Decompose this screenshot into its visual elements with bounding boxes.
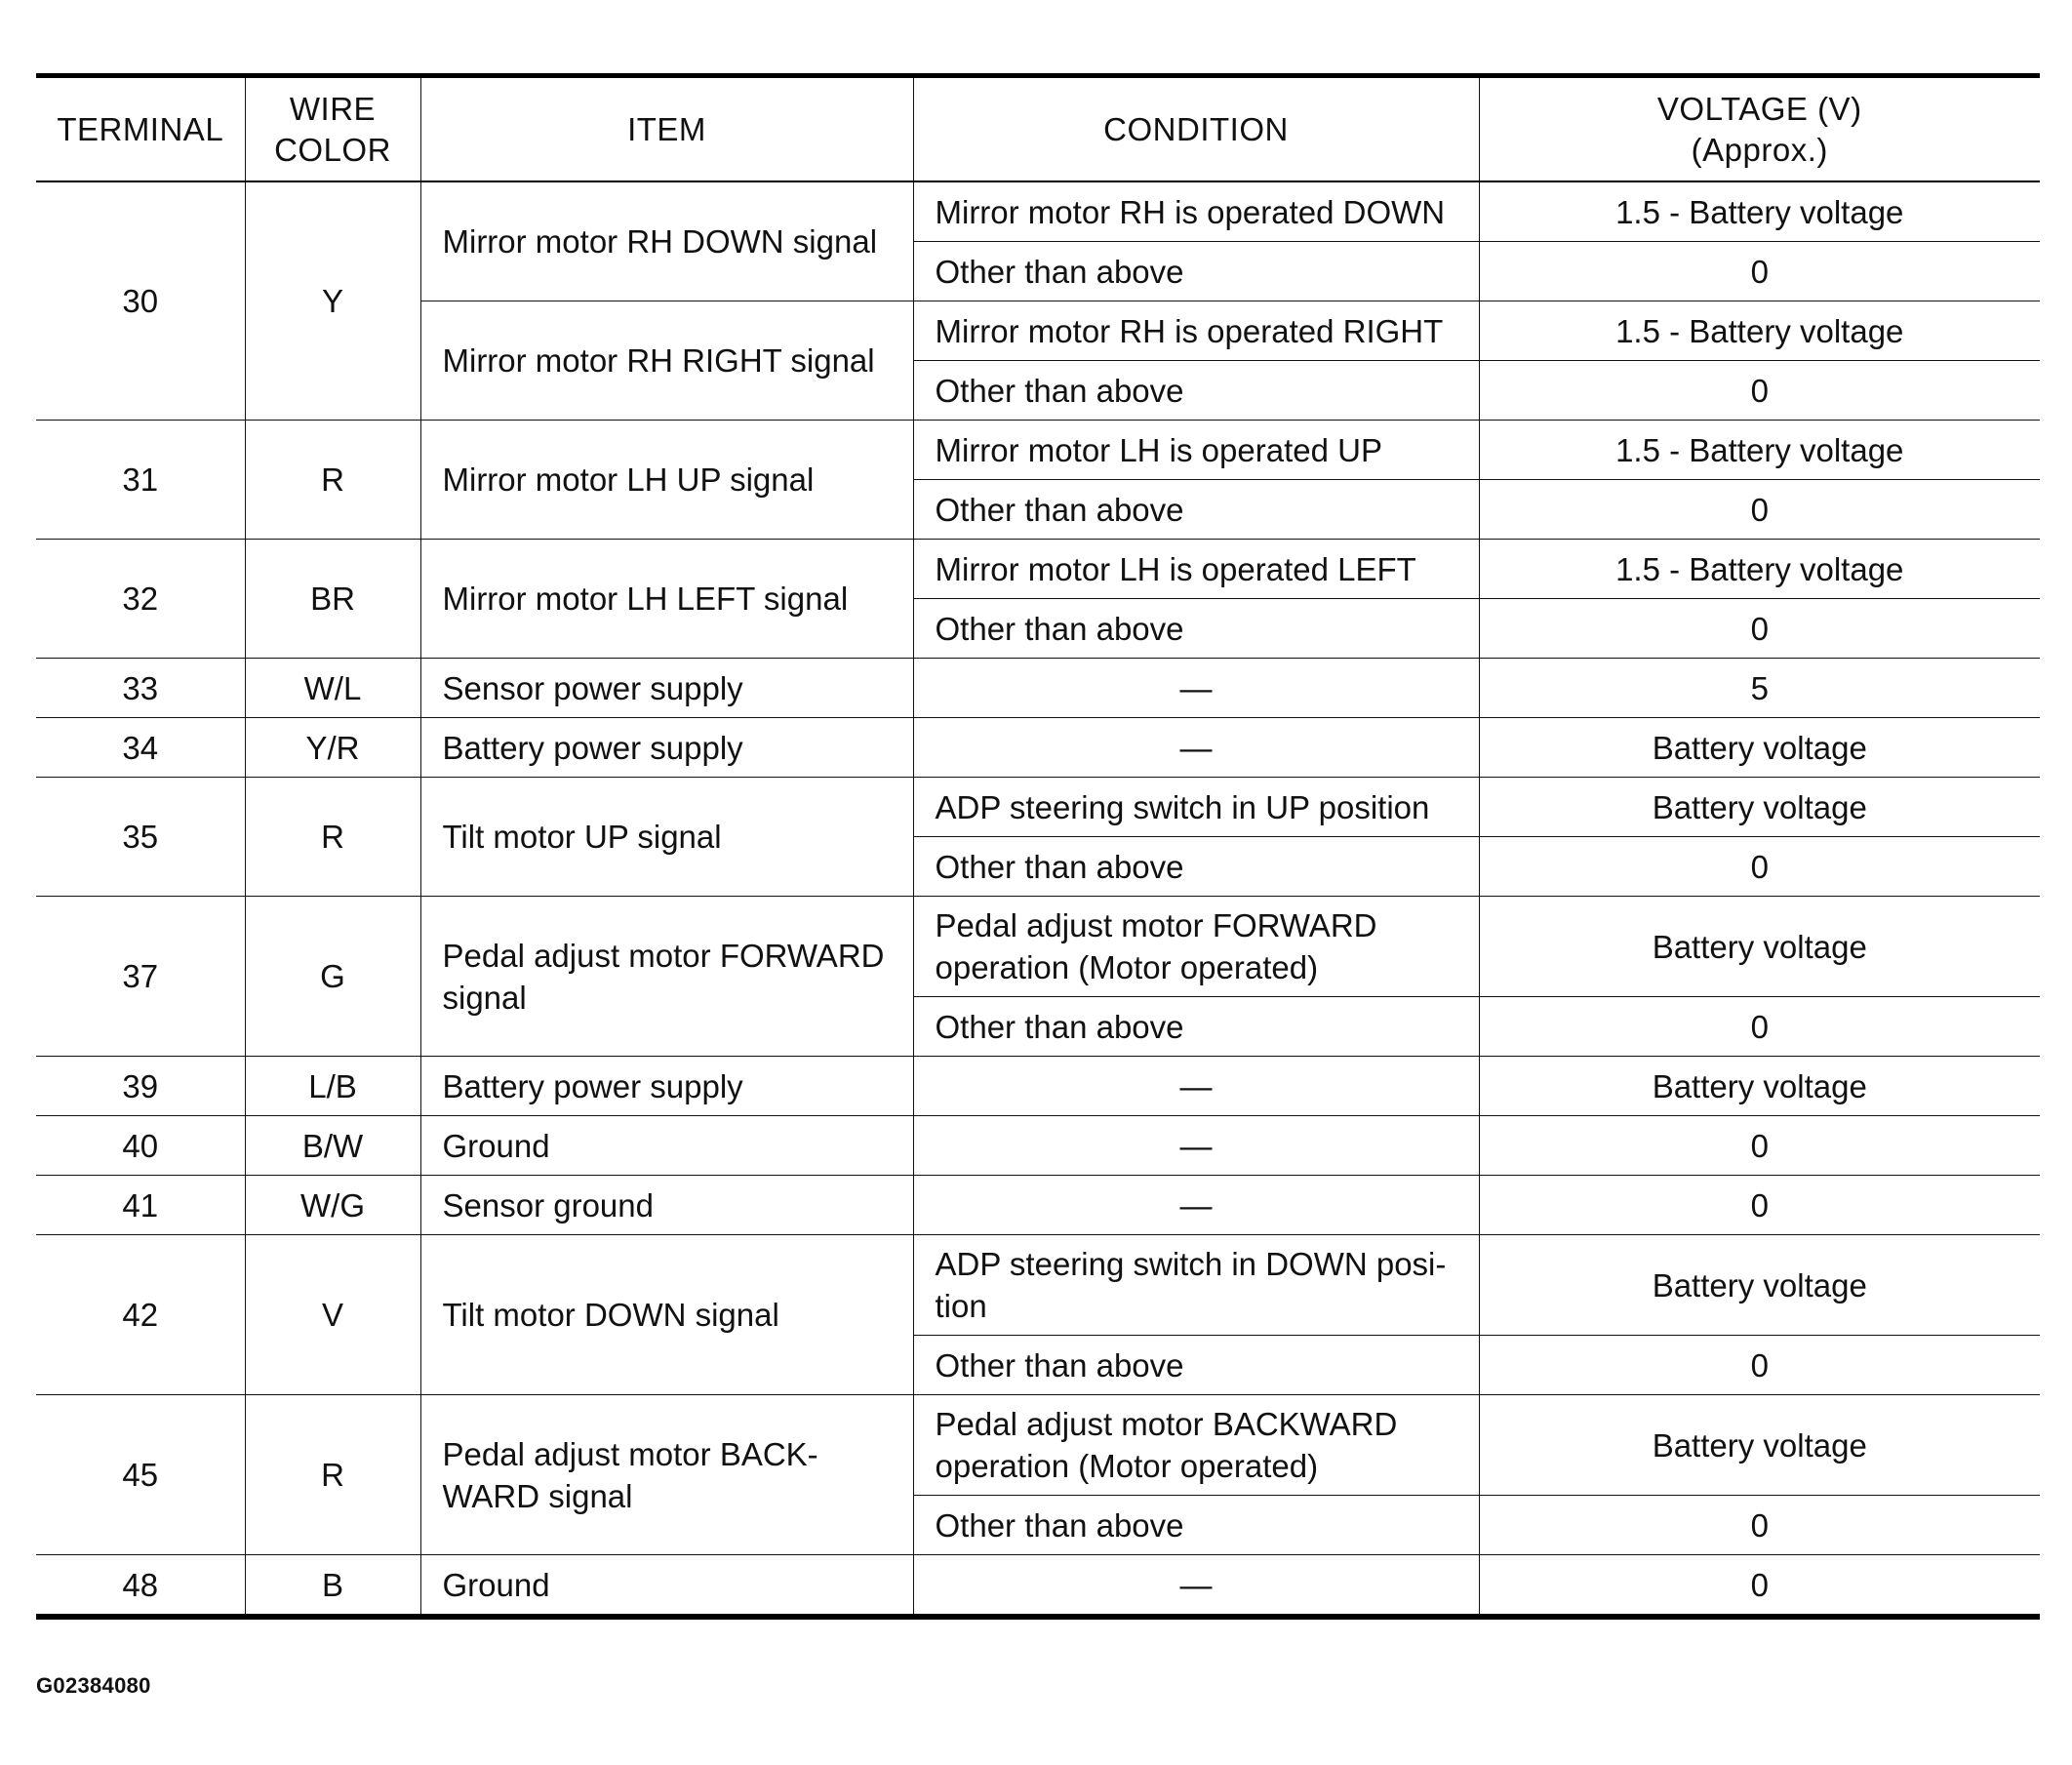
voltage-cell: 0 [1479, 599, 2040, 659]
voltage-cell: 1.5 - Battery voltage [1479, 181, 2040, 242]
condition-cell: Other than above [913, 599, 1479, 659]
header-voltage: VOLTAGE (V) (Approx.) [1479, 76, 2040, 182]
condition-cell: Other than above [913, 242, 1479, 301]
wire-color-cell: G [245, 897, 420, 1057]
voltage-cell: 0 [1479, 1176, 2040, 1235]
terminal-cell: 37 [36, 897, 245, 1057]
table-body [36, 181, 2040, 1617]
condition-cell: Mirror motor LH is operated UP [913, 421, 1479, 480]
terminal-cell: 41 [36, 1176, 245, 1235]
condition-cell: ADP steering switch in UP position [913, 778, 1479, 837]
item-cell: Pedal adjust motor FORWARD signal [420, 897, 913, 1057]
condition-cell: Other than above [913, 997, 1479, 1057]
item-cell: Mirror motor LH LEFT signal [420, 540, 913, 659]
wire-color-cell: B [245, 1555, 420, 1618]
terminal-cell: 39 [36, 1057, 245, 1116]
wire-color-cell: Y [245, 181, 420, 421]
condition-cell: — [913, 1176, 1479, 1235]
terminal-cell: 48 [36, 1555, 245, 1618]
wire-color-cell: W/L [245, 659, 420, 718]
terminal-cell: 35 [36, 778, 245, 897]
voltage-cell: 0 [1479, 242, 2040, 301]
item-cell: Ground [420, 1555, 913, 1618]
terminal-cell: 30 [36, 181, 245, 421]
voltage-cell: 5 [1479, 659, 2040, 718]
table-row [36, 659, 2040, 718]
terminal-cell: 31 [36, 421, 245, 540]
voltage-cell: Battery voltage [1479, 1235, 2040, 1336]
condition-cell: Pedal adjust motor FORWARD operation (Motor operated) [913, 897, 1479, 997]
terminal-cell: 42 [36, 1235, 245, 1395]
header-wire-color: WIRE COLOR [245, 76, 420, 182]
item-cell: Pedal adjust motor BACK- WARD signal [420, 1395, 913, 1555]
condition-cell: Mirror motor RH is operated RIGHT [913, 301, 1479, 361]
item-cell: Tilt motor UP signal [420, 778, 913, 897]
voltage-cell: Battery voltage [1479, 1395, 2040, 1496]
condition-cell: Mirror motor RH is operated DOWN [913, 181, 1479, 242]
terminal-cell: 33 [36, 659, 245, 718]
wire-color-cell: W/G [245, 1176, 420, 1235]
voltage-cell: 0 [1479, 361, 2040, 421]
terminal-cell: 32 [36, 540, 245, 659]
item-cell: Mirror motor RH RIGHT signal [420, 301, 913, 421]
terminal-cell: 45 [36, 1395, 245, 1555]
table-row [36, 778, 2040, 837]
table-row [36, 540, 2040, 599]
voltage-cell: Battery voltage [1479, 1057, 2040, 1116]
terminal-cell: 34 [36, 718, 245, 778]
voltage-cell: 0 [1479, 1336, 2040, 1395]
header-item: ITEM [420, 76, 913, 182]
header-terminal: TERMINAL [36, 76, 245, 182]
item-cell: Battery power supply [420, 718, 913, 778]
condition-cell: Mirror motor LH is operated LEFT [913, 540, 1479, 599]
wire-color-cell: R [245, 1395, 420, 1555]
table-row [36, 421, 2040, 480]
item-cell: Mirror motor LH UP signal [420, 421, 913, 540]
voltage-cell: 1.5 - Battery voltage [1479, 421, 2040, 480]
condition-cell: Pedal adjust motor BACKWARD operation (Motor operated) [913, 1395, 1479, 1496]
wire-color-cell: Y/R [245, 718, 420, 778]
condition-cell: — [913, 659, 1479, 718]
voltage-cell: Battery voltage [1479, 897, 2040, 997]
item-cell: Ground [420, 1116, 913, 1176]
wire-color-cell: V [245, 1235, 420, 1395]
item-cell: Sensor power supply [420, 659, 913, 718]
condition-cell: Other than above [913, 1496, 1479, 1555]
voltage-cell: 0 [1479, 480, 2040, 540]
condition-cell: ADP steering switch in DOWN posi- tion [913, 1235, 1479, 1336]
item-cell: Tilt motor DOWN signal [420, 1235, 913, 1395]
table-row [36, 1395, 2040, 1496]
wire-color-cell: BR [245, 540, 420, 659]
table-row [36, 1057, 2040, 1116]
condition-cell: — [913, 1057, 1479, 1116]
table-row [36, 1235, 2040, 1336]
figure-id: G02384080 [36, 1673, 151, 1698]
condition-cell: — [913, 1116, 1479, 1176]
voltage-cell: 0 [1479, 1555, 2040, 1618]
wire-color-cell: B/W [245, 1116, 420, 1176]
voltage-cell: 0 [1479, 837, 2040, 897]
table-row [36, 718, 2040, 778]
voltage-cell: 0 [1479, 1496, 2040, 1555]
voltage-cell: 0 [1479, 997, 2040, 1057]
item-cell: Sensor ground [420, 1176, 913, 1235]
voltage-cell: 0 [1479, 1116, 2040, 1176]
terminal-table-container [36, 73, 2040, 1620]
table-row [36, 1116, 2040, 1176]
condition-cell: Other than above [913, 1336, 1479, 1395]
header-row [36, 76, 2040, 182]
voltage-cell: 1.5 - Battery voltage [1479, 540, 2040, 599]
condition-cell: — [913, 718, 1479, 778]
item-cell: Battery power supply [420, 1057, 913, 1116]
table-row [36, 1176, 2040, 1235]
table-row [36, 181, 2040, 242]
terminal-cell: 40 [36, 1116, 245, 1176]
voltage-cell: Battery voltage [1479, 778, 2040, 837]
condition-cell: — [913, 1555, 1479, 1618]
header-condition: CONDITION [913, 76, 1479, 182]
condition-cell: Other than above [913, 361, 1479, 421]
item-cell: Mirror motor RH DOWN signal [420, 181, 913, 301]
condition-cell: Other than above [913, 837, 1479, 897]
voltage-cell: Battery voltage [1479, 718, 2040, 778]
wire-color-cell: R [245, 778, 420, 897]
wire-color-cell: R [245, 421, 420, 540]
table-row [36, 897, 2040, 997]
condition-cell: Other than above [913, 480, 1479, 540]
wire-color-cell: L/B [245, 1057, 420, 1116]
terminal-voltage-table [36, 73, 2040, 1620]
voltage-cell: 1.5 - Battery voltage [1479, 301, 2040, 361]
table-row [36, 1555, 2040, 1618]
